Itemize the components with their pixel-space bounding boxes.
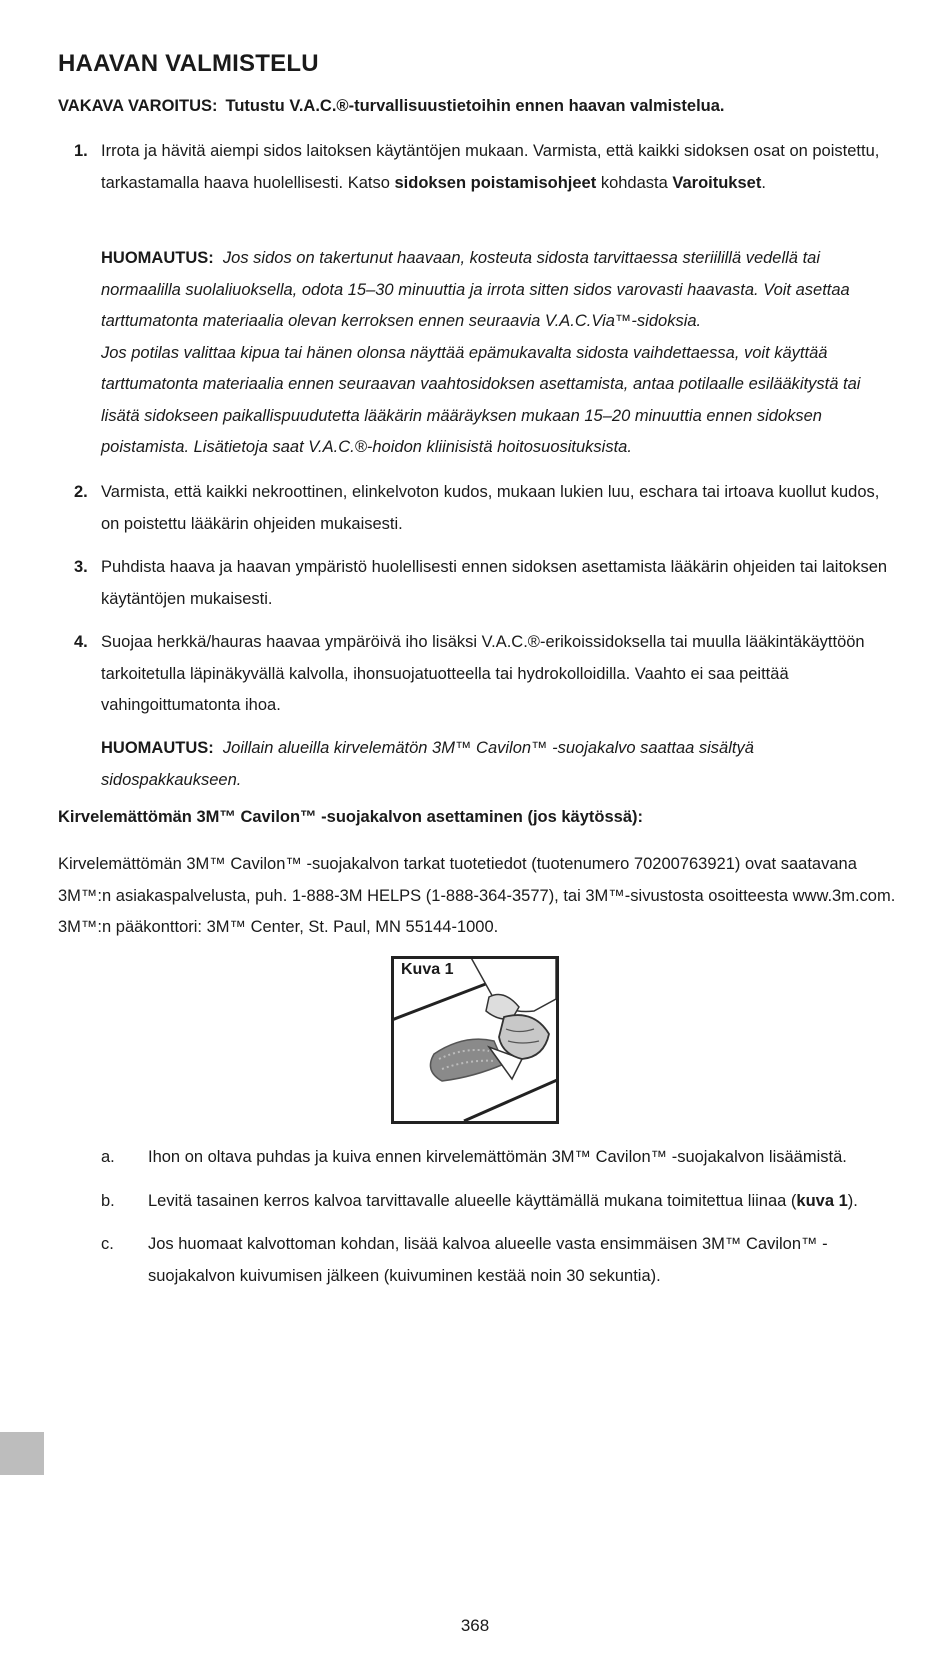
language-tab-marker xyxy=(0,1432,44,1475)
serious-warning xyxy=(58,97,725,116)
substep-a xyxy=(101,1142,901,1174)
dressing-removal-ref: sidoksen poistamisohjeet xyxy=(394,173,597,192)
substep-letter: a. xyxy=(101,1148,115,1166)
figure-1 xyxy=(391,956,559,1124)
note-1 xyxy=(101,243,898,464)
step-2 xyxy=(58,477,898,540)
warnings-ref: Varoitukset xyxy=(672,173,762,192)
substep-letter: b. xyxy=(101,1192,115,1210)
step-3 xyxy=(58,552,898,615)
step-text xyxy=(101,136,898,199)
substep-b-text-b: ). xyxy=(847,1192,858,1210)
note-2-text: Joillain alueilla kirvelemätön 3M™ Cavilon™ -suojakalvo saattaa sisältyä sidospakkaukseen. xyxy=(101,739,754,789)
substep-b xyxy=(101,1186,901,1218)
step-text: Varmista, että kaikki nekroottinen, elinkelvoton kudos, mukaan lukien luu, eschara tai irtoava kuollut kudos, on poistettu lääkärin ohjeiden mukaisesti. xyxy=(101,483,880,533)
step-1-text-c: . xyxy=(761,173,766,192)
note-label: HUOMAUTUS: xyxy=(101,739,214,757)
note-label: HUOMAUTUS: xyxy=(101,249,214,267)
step-number: 4. xyxy=(74,633,88,651)
step-1 xyxy=(58,136,898,199)
substep-text xyxy=(148,1186,901,1218)
step-text: Puhdista haava ja haavan ympäristö huolellisesti ennen sidoksen asettamista lääkärin ohjeiden tai laitoksen käytäntöjen mukaisesti. xyxy=(101,558,888,608)
step-1-text-b: kohdasta xyxy=(596,173,673,192)
warning-label: VAKAVA VAROITUS: xyxy=(58,97,218,115)
note-2 xyxy=(101,733,898,796)
wipe-illustration xyxy=(394,959,556,1121)
step-number: 3. xyxy=(74,558,88,576)
step-4 xyxy=(58,627,898,722)
note-1-text-a: Jos sidos on takertunut haavaan, kosteuta sidosta tarvittaessa steriilillä vedellä tai normaalilla suolaliuoksella, odota 15–30 minuuttia ja irrota sitten sidos varovasti haavasta. Voit asettaa tarttumatonta materiaalia olevan kerroksen ennen seuraavia V.A.C.Via™-sidoksia. xyxy=(101,249,850,330)
substep-b-text-a: Levitä tasainen kerros kalvoa tarvittavalle alueelle käyttämällä mukana toimitettua liinaa ( xyxy=(148,1192,797,1210)
step-text: Suojaa herkkä/hauras haavaa ympäröivä iho lisäksi V.A.C.®-erikoissidoksella tai muulla lääkintäkäyttöön tarkoitetulla läpinäkyvällä kalvolla, ihonsuojatuotteella tai hydrokolloidilla. Vaahto ei saa peittää vahingoittumatonta ihoa. xyxy=(101,633,865,714)
substep-text: Ihon on oltava puhdas ja kuiva ennen kirvelemättömän 3M™ Cavilon™ -suojakalvon lisäämistä. xyxy=(148,1148,847,1166)
substep-c xyxy=(101,1229,901,1292)
step-number: 1. xyxy=(74,142,88,160)
substep-letter: c. xyxy=(101,1235,114,1253)
section-heading: HAAVAN VALMISTELU xyxy=(58,50,319,77)
step-1-text-a: Irrota ja hävitä aiempi sidos laitoksen käytäntöjen mukaan. Varmista, että kaikki sidoksen osat on poistettu, tarkastamalla haava huolellisesti. Katso xyxy=(101,142,880,192)
note-1-text-b: Jos potilas valittaa kipua tai hänen olonsa näyttää epämukavalta sidosta vaihdettaessa, voit käyttää tarttumatonta materiaalia ennen seuraavan vaahtosidoksen asettamista, antaa potilaalle esilääkitystä tai lisätä sidokseen paikallispuudutetta lääkärin määräyksen mukaan 15–20 minuuttia ennen sidoksen poistamista. Lisätietoja saat V.A.C.®-hoidon kliinisistä hoitosuosituksista. xyxy=(101,343,861,456)
step-number: 2. xyxy=(74,483,88,501)
substep-text: Jos huomaat kalvottoman kohdan, lisää kalvoa alueelle vasta ensimmäisen 3M™ Cavilon™ -suojakalvon kuivumisen jälkeen (kuivuminen kestää noin 30 sekuntia). xyxy=(148,1235,828,1285)
figure-ref: kuva 1 xyxy=(796,1192,848,1210)
page-number: 368 xyxy=(460,1616,490,1635)
cavilon-info-paragraph: Kirvelemättömän 3M™ Cavilon™ -suojakalvon tarkat tuotetiedot (tuotenumero 70200763921) ovat saatavana 3M™:n asiakaspalvelusta, puh. 1-888-3M HELPS (1-888-364-3577), tai 3M™-sivustosta osoitteesta www.3m.com. 3M™:n pääkonttori: 3M™ Center, St. Paul, MN 55144-1000. xyxy=(58,855,896,936)
figure-label: Kuva 1 xyxy=(401,961,454,978)
warning-text: Tutustu V.A.C.®-turvallisuustietoihin ennen haavan valmistelua. xyxy=(225,97,725,115)
cavilon-heading: Kirvelemättömän 3M™ Cavilon™ -suojakalvon asettaminen (jos käytössä): xyxy=(58,808,644,826)
